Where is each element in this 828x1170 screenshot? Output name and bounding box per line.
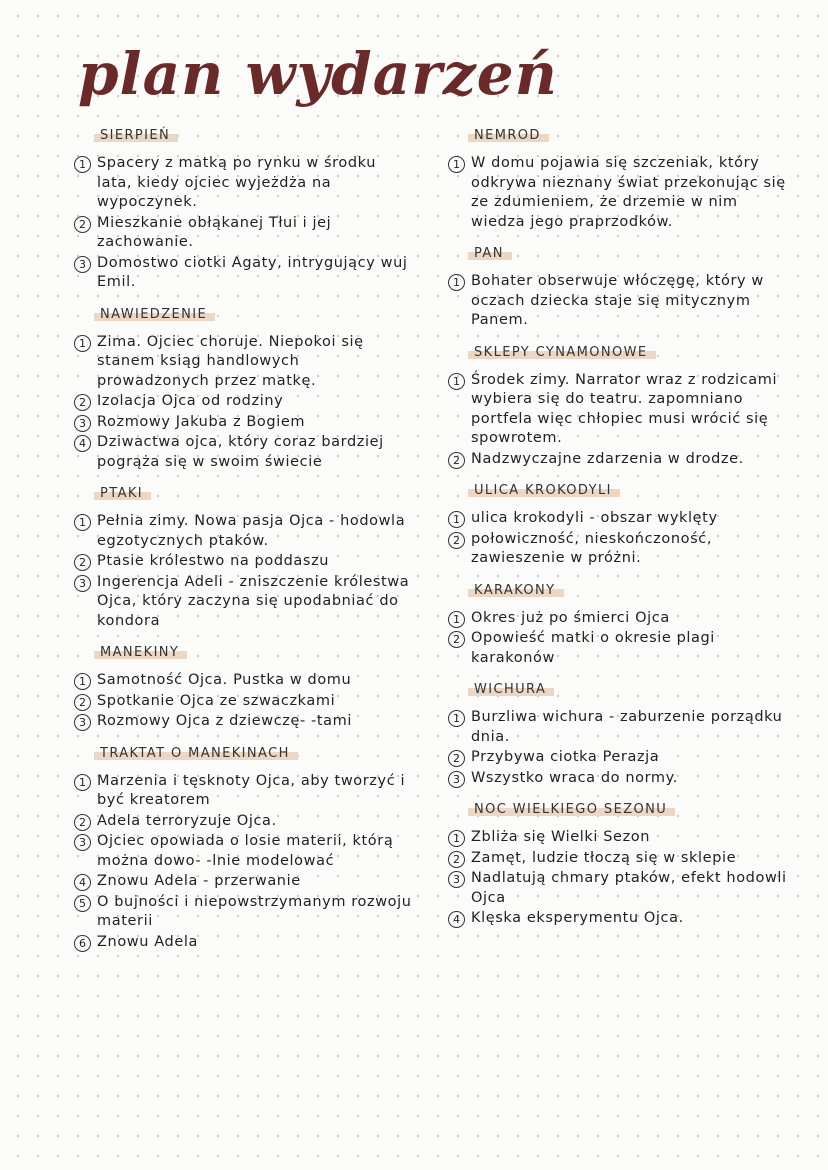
event-text: Spacery z matką po rynku w środku lata, kiedy ojciec wyjeżdża na wypoczynek. (97, 155, 376, 210)
event-list (448, 708, 793, 788)
section-noc-wielkiego-sezonu (448, 798, 793, 929)
circled-number: 4 (74, 435, 91, 452)
event-text: ulica krokodyli - obszar wyklęty (471, 510, 718, 526)
event-text: Zbliża się Wielki Sezon (471, 829, 651, 845)
event-item (74, 573, 414, 632)
event-item (74, 772, 414, 811)
circled-number: 1 (448, 511, 465, 528)
event-text: Znowu Adela (97, 933, 198, 950)
section-traktat-o-manekinach (74, 742, 414, 953)
circled-number: 2 (448, 532, 465, 549)
section-heading: ULICA KROKODYLI (468, 481, 620, 499)
event-text: Środek zimy. Narrator wraz z rodzicami wybiera się do teatru. zapomniano portfela więc chłopiec musi wrócić się spowrotem. (471, 371, 778, 446)
event-text: Pełnia zimy. Nowa pasja Ojca - hodowla egzotycznych ptaków. (97, 513, 406, 549)
event-text: Samotność Ojca. Pustka w domu (97, 672, 352, 688)
event-list (448, 272, 793, 331)
event-item (74, 872, 414, 892)
event-text: Opowieść matki o okresie plagi karakonów (471, 630, 715, 666)
section-wichura (448, 678, 793, 788)
event-text: Zima. Ojciec choruje. Niepokoi się stanem ksiąg handlowych prowadzonych przez matkę. (97, 333, 364, 389)
section-heading: WICHURA (468, 680, 554, 698)
event-item (74, 333, 414, 392)
event-text: połowiczność, nieskończoność, zawieszenie w próżni. (471, 530, 713, 566)
section-nemrod (448, 124, 793, 232)
event-text: Rozmowy Ojca z dziewczę- -tami (97, 713, 353, 729)
circled-number: 6 (74, 935, 91, 952)
event-item (448, 509, 793, 529)
page-title: plan wydarzeń (78, 40, 558, 108)
circled-number: 3 (74, 575, 91, 592)
event-item (448, 909, 793, 929)
section-heading: NEMROD (468, 126, 549, 144)
event-item (448, 530, 793, 569)
circled-number: 1 (74, 514, 91, 531)
section-heading: TRAKTAT O MANEKINACH (94, 744, 298, 762)
event-text: Izolacja Ojca od rodziny (97, 393, 284, 409)
event-text: Mieszkanie obłąkanej Tłui i jej zachowanie. (97, 214, 332, 250)
circled-number: 2 (74, 394, 91, 411)
event-item (74, 671, 414, 691)
event-text: Znowu Adela - przerwanie (97, 873, 301, 889)
event-list (448, 371, 793, 470)
event-text: O bujności i niepowstrzymanym rozwoju materii (97, 893, 412, 929)
section-ptaki (74, 482, 414, 631)
circled-number: 1 (448, 373, 465, 390)
circled-number: 3 (74, 256, 91, 273)
circled-number: 3 (74, 834, 91, 851)
event-item (448, 869, 793, 908)
event-item (448, 769, 793, 789)
circled-number: 1 (74, 774, 91, 791)
section-heading: NAWIEDZENIE (94, 305, 215, 323)
event-item (74, 933, 414, 953)
event-item (448, 450, 793, 470)
event-text: Wszystko wraca do normy. (471, 769, 678, 786)
event-item (74, 692, 414, 712)
event-text: Nadlatują chmary ptaków, efekt hodowli Ojca (471, 870, 787, 906)
circled-number: 3 (448, 871, 465, 888)
circled-number: 1 (74, 673, 91, 690)
event-item (448, 748, 793, 768)
section-heading: NOC WIELKIEGO SEZONU (468, 800, 675, 818)
section-heading: MANEKINY (94, 643, 187, 661)
circled-number: 1 (448, 156, 465, 173)
event-list (448, 609, 793, 669)
event-text: Marzenia i tęsknoty Ojca, aby tworzyć i być kreatorem (97, 772, 406, 808)
circled-number: 1 (448, 611, 465, 628)
section-sierpien (74, 124, 414, 293)
circled-number: 4 (74, 874, 91, 891)
circled-number: 2 (448, 750, 465, 767)
event-text: Zamęt, ludzie tłoczą się w sklepie (471, 849, 737, 866)
circled-number: 1 (74, 335, 91, 352)
event-item (74, 552, 414, 572)
event-text: Klęska eksperymentu Ojca. (471, 910, 684, 926)
event-item (448, 609, 793, 629)
event-list (448, 509, 793, 569)
circled-number: 2 (74, 694, 91, 711)
event-item (448, 708, 793, 747)
circled-number: 3 (448, 771, 465, 788)
circled-number: 1 (448, 274, 465, 291)
event-list (74, 772, 414, 953)
circled-number: 2 (448, 452, 465, 469)
event-list (74, 512, 414, 631)
event-text: Domostwo ciotki Agaty, intrygujący wuj Emil. (97, 254, 408, 290)
circled-number: 2 (448, 631, 465, 648)
circled-number: 1 (448, 710, 465, 727)
circled-number: 2 (448, 851, 465, 868)
event-item (74, 433, 414, 472)
section-manekiny (74, 641, 414, 732)
event-text: Okres już po śmierci Ojca (471, 609, 670, 626)
event-list (74, 154, 414, 293)
circled-number: 1 (448, 830, 465, 847)
event-item (74, 512, 414, 551)
right-column (448, 124, 793, 939)
event-text: Ojciec opowiada o losie materii, którą można dowo- -lnie modelować (97, 833, 394, 869)
event-item (448, 849, 793, 869)
section-heading: PTAKI (94, 484, 151, 502)
event-item (448, 828, 793, 848)
section-heading: PAN (468, 244, 512, 262)
event-item (74, 392, 414, 412)
section-karakony (448, 579, 793, 669)
event-text: W domu pojawia się szczeniak, który odkrywa nieznany świat przekonując się ze zdumieniem, że drzemie w nim wiedza jego praprzodków. (471, 155, 786, 230)
event-text: Spotkanie Ojca ze szwaczkami (97, 692, 336, 709)
circled-number: 1 (74, 156, 91, 173)
event-list (448, 154, 793, 232)
event-item (448, 154, 793, 232)
event-item (448, 629, 793, 668)
event-list (448, 828, 793, 929)
event-text: Nadzwyczajne zdarzenia w drodze. (471, 450, 744, 467)
circled-number: 2 (74, 814, 91, 831)
section-sklepy-cynamonowe (448, 341, 793, 470)
circled-number: 5 (74, 895, 91, 912)
event-text: Ptasie królestwo na poddaszu (97, 553, 330, 569)
event-item (74, 413, 414, 433)
event-list (74, 333, 414, 473)
event-text: Dziwactwa ojca, który coraz bardziej pogrąża się w swoim świecie (97, 434, 384, 470)
section-ulica-krokodyli (448, 479, 793, 569)
circled-number: 3 (74, 415, 91, 432)
event-item (74, 812, 414, 832)
section-heading: KARAKONY (468, 581, 564, 599)
event-list (74, 671, 414, 732)
section-heading: SKLEPY CYNAMONOWE (468, 343, 656, 361)
section-nawiedzenie (74, 303, 414, 473)
circled-number: 2 (74, 216, 91, 233)
section-heading: SIERPIEŃ (94, 126, 178, 144)
section-pan (448, 242, 793, 331)
event-item (448, 272, 793, 331)
event-text: Adela terroryzuje Ojca. (97, 812, 277, 829)
event-item (448, 371, 793, 449)
event-item (74, 712, 414, 732)
event-item (74, 214, 414, 253)
event-text: Burzliwa wichura - zaburzenie porządku dnia. (471, 709, 783, 745)
event-item (74, 254, 414, 293)
event-item (74, 154, 414, 213)
event-item (74, 893, 414, 932)
event-item (74, 832, 414, 871)
circled-number: 3 (74, 714, 91, 731)
circled-number: 4 (448, 911, 465, 928)
event-text: Rozmowy Jakuba z Bogiem (97, 413, 306, 430)
event-text: Przybywa ciotka Perazja (471, 749, 660, 765)
event-text: Bohater obserwuje włóczęgę, który w oczach dziecka staje się mitycznym Panem. (471, 273, 764, 328)
event-text: Ingerencja Adeli - zniszczenie królestwa Ojca, który zaczyna się upodabniać do kondora (97, 573, 410, 629)
left-column (74, 124, 414, 962)
circled-number: 2 (74, 554, 91, 571)
